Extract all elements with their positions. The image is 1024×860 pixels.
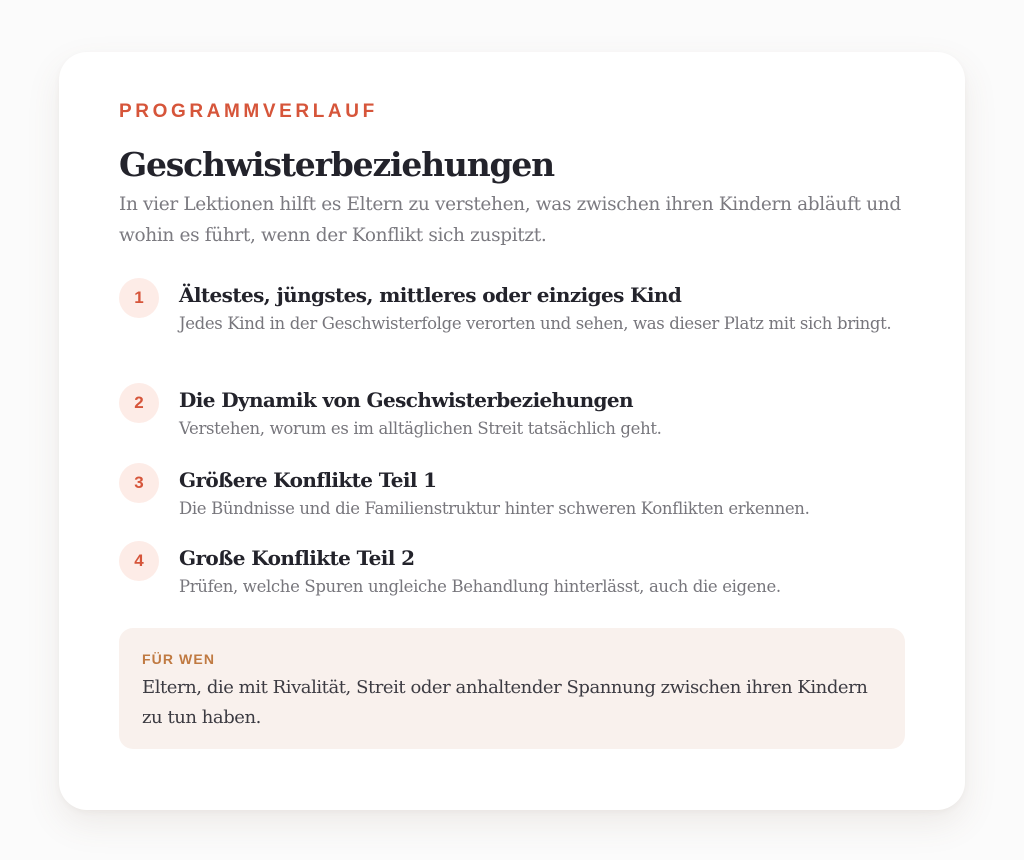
lesson-description: Jedes Kind in der Geschwisterfolge verorten und sehen, was dieser Platz mit sich bringt. xyxy=(179,314,892,333)
lesson-title: Die Dynamik von Geschwisterbeziehungen xyxy=(179,388,633,412)
lesson-description: Die Bündnisse und die Familienstruktur hinter schweren Konflikten erkennen. xyxy=(179,499,810,518)
lesson-item xyxy=(119,280,905,385)
page-title: Geschwisterbeziehungen xyxy=(119,145,554,184)
program-card xyxy=(59,52,965,810)
lesson-description: Prüfen, welche Spuren ungleiche Behandlung hinterlässt, auch die eigene. xyxy=(179,577,781,596)
lesson-title: Größere Konflikte Teil 1 xyxy=(179,468,437,492)
audience-label: FÜR WEN xyxy=(142,651,216,667)
lesson-title: Große Konflikte Teil 2 xyxy=(179,546,415,570)
lesson-number-badge: 3 xyxy=(119,463,159,503)
audience-box xyxy=(119,628,905,749)
lesson-number-badge: 2 xyxy=(119,383,159,423)
lesson-list xyxy=(119,280,905,628)
audience-text: Eltern, die mit Rivalität, Streit oder anhaltender Spannung zwischen ihren Kindern zu tun haben. xyxy=(142,677,868,728)
section-eyebrow: PROGRAMMVERLAUF xyxy=(119,101,378,122)
lesson-item xyxy=(119,465,905,543)
lesson-item xyxy=(119,385,905,465)
lesson-title: Ältestes, jüngstes, mittleres oder einziges Kind xyxy=(179,283,682,307)
lesson-number-badge: 1 xyxy=(119,278,159,318)
lesson-number-badge: 4 xyxy=(119,541,159,581)
lesson-description: Verstehen, worum es im alltäglichen Streit tatsächlich geht. xyxy=(179,419,662,438)
lesson-item xyxy=(119,543,905,628)
program-description: In vier Lektionen hilft es Eltern zu verstehen, was zwischen ihren Kindern abläuft und wohin es führt, wenn der Konflikt sich zuspitzt. xyxy=(119,194,901,246)
